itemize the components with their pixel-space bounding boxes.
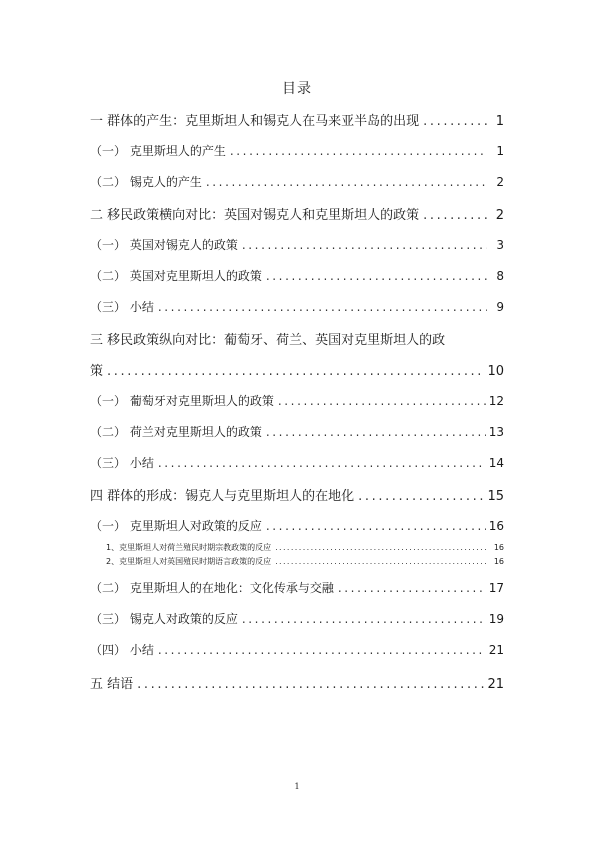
toc-page-number: 12 [488,394,504,408]
toc-page-number: 8 [496,269,504,283]
toc-page-number: 1 [495,114,504,129]
toc-entry-label: （一） 葡萄牙对克里斯坦人的政策 [90,394,274,408]
toc-page-number: 21 [488,643,504,657]
toc-page-number: 3 [496,238,504,252]
leader-dots [278,394,486,408]
toc-entry-label: 一 群体的产生：克里斯坦人和锡克人在马来亚半岛的出现 [90,114,420,129]
toc-entry-label: （二） 荷兰对克里斯坦人的政策 [90,425,262,439]
leader-dots [423,114,487,129]
toc-entry-section[interactable] [90,236,504,253]
toc-entry-label: 2、克里斯坦人对英国殖民时期语言政策的反应 [106,557,272,566]
leader-dots [158,300,487,314]
toc-entry-label: 1、克里斯坦人对荷兰殖民时期宗教政策的反应 [106,543,272,552]
leader-dots [266,425,486,439]
toc-entry-section[interactable] [90,517,504,534]
toc-entry-label: （四） 小结 [90,643,154,657]
toc-page-number: 17 [488,581,504,595]
toc-page-number: 10 [487,364,504,379]
toc-entry-chapter-1[interactable] [90,110,504,129]
toc-page-number: 19 [488,612,504,626]
toc-entry-section[interactable] [90,579,504,596]
toc-page-number: 16 [493,543,504,552]
toc-page-number: 21 [487,677,504,692]
toc-entry-chapter-3-line-1[interactable]: 三 移民政策纵向对比：葡萄牙、荷兰、英国对克里斯坦人的政 [90,333,446,348]
toc-entry-label: （二） 锡克人的产生 [90,175,202,189]
toc-page-number: 2 [496,175,504,189]
toc-entry-chapter-5[interactable] [90,673,504,692]
footer-page-number: 1 [294,782,300,791]
toc-entry-label: （三） 小结 [90,456,154,470]
toc-entry-section[interactable] [90,173,504,190]
toc-entry-section[interactable] [90,142,504,159]
toc-entry-section[interactable] [90,641,504,658]
toc-entry-label: （三） 小结 [90,300,154,314]
toc-entry-subsection[interactable] [106,542,504,553]
leader-dots [423,208,487,223]
toc-page-number: 13 [488,425,504,439]
toc-page-number: 1 [496,144,504,158]
toc-entry-chapter-4[interactable] [90,485,504,504]
leader-dots [275,543,487,552]
toc-title: 目录 [282,81,312,97]
leader-dots [137,677,484,692]
toc-page-number: 14 [488,456,504,470]
toc-page-number: 16 [488,519,504,533]
toc-entry-label: （二） 英国对克里斯坦人的政策 [90,269,262,283]
leader-dots [158,456,486,470]
toc-entry-chapter-3[interactable] [90,360,504,379]
toc-entry-label: （三） 锡克人对政策的反应 [90,612,238,626]
leader-dots [158,643,486,657]
toc-entry-label: 五 结语 [90,677,134,692]
toc-entry-chapter-2[interactable] [90,204,504,223]
leader-dots [230,144,487,158]
toc-entry-label-continued: 策 [90,364,104,379]
toc-entry-label: 二 移民政策横向对比：英国对锡克人和克里斯坦人的政策 [90,208,420,223]
toc-entry-section[interactable] [90,298,504,315]
toc-entry-label: （一） 英国对锡克人的政策 [90,238,238,252]
toc-entry-label: 四 群体的形成：锡克人与克里斯坦人的在地化 [90,489,355,504]
toc-entry-label: （二） 克里斯坦人的在地化：文化传承与交融 [90,581,334,595]
toc-page-number: 2 [495,208,504,223]
leader-dots [107,364,484,379]
leader-dots [358,489,484,504]
leader-dots [266,269,487,283]
toc-entry-section[interactable] [90,267,504,284]
toc-entry-section[interactable] [90,423,504,440]
toc-page-number: 9 [496,300,504,314]
leader-dots [275,557,487,566]
toc-entry-section[interactable] [90,610,504,627]
toc-entry-label: （一） 克里斯坦人对政策的反应 [90,519,262,533]
toc-entry-subsection[interactable] [106,556,504,567]
toc-entry-section[interactable] [90,454,504,471]
leader-dots [206,175,487,189]
toc-page-number: 16 [493,557,504,566]
leader-dots [242,238,487,252]
toc-page-number: 15 [487,489,504,504]
leader-dots [242,612,486,626]
toc-entry-label: （一） 克里斯坦人的产生 [90,144,226,158]
toc-entry-section[interactable] [90,392,504,409]
leader-dots [266,519,486,533]
leader-dots [338,581,486,595]
